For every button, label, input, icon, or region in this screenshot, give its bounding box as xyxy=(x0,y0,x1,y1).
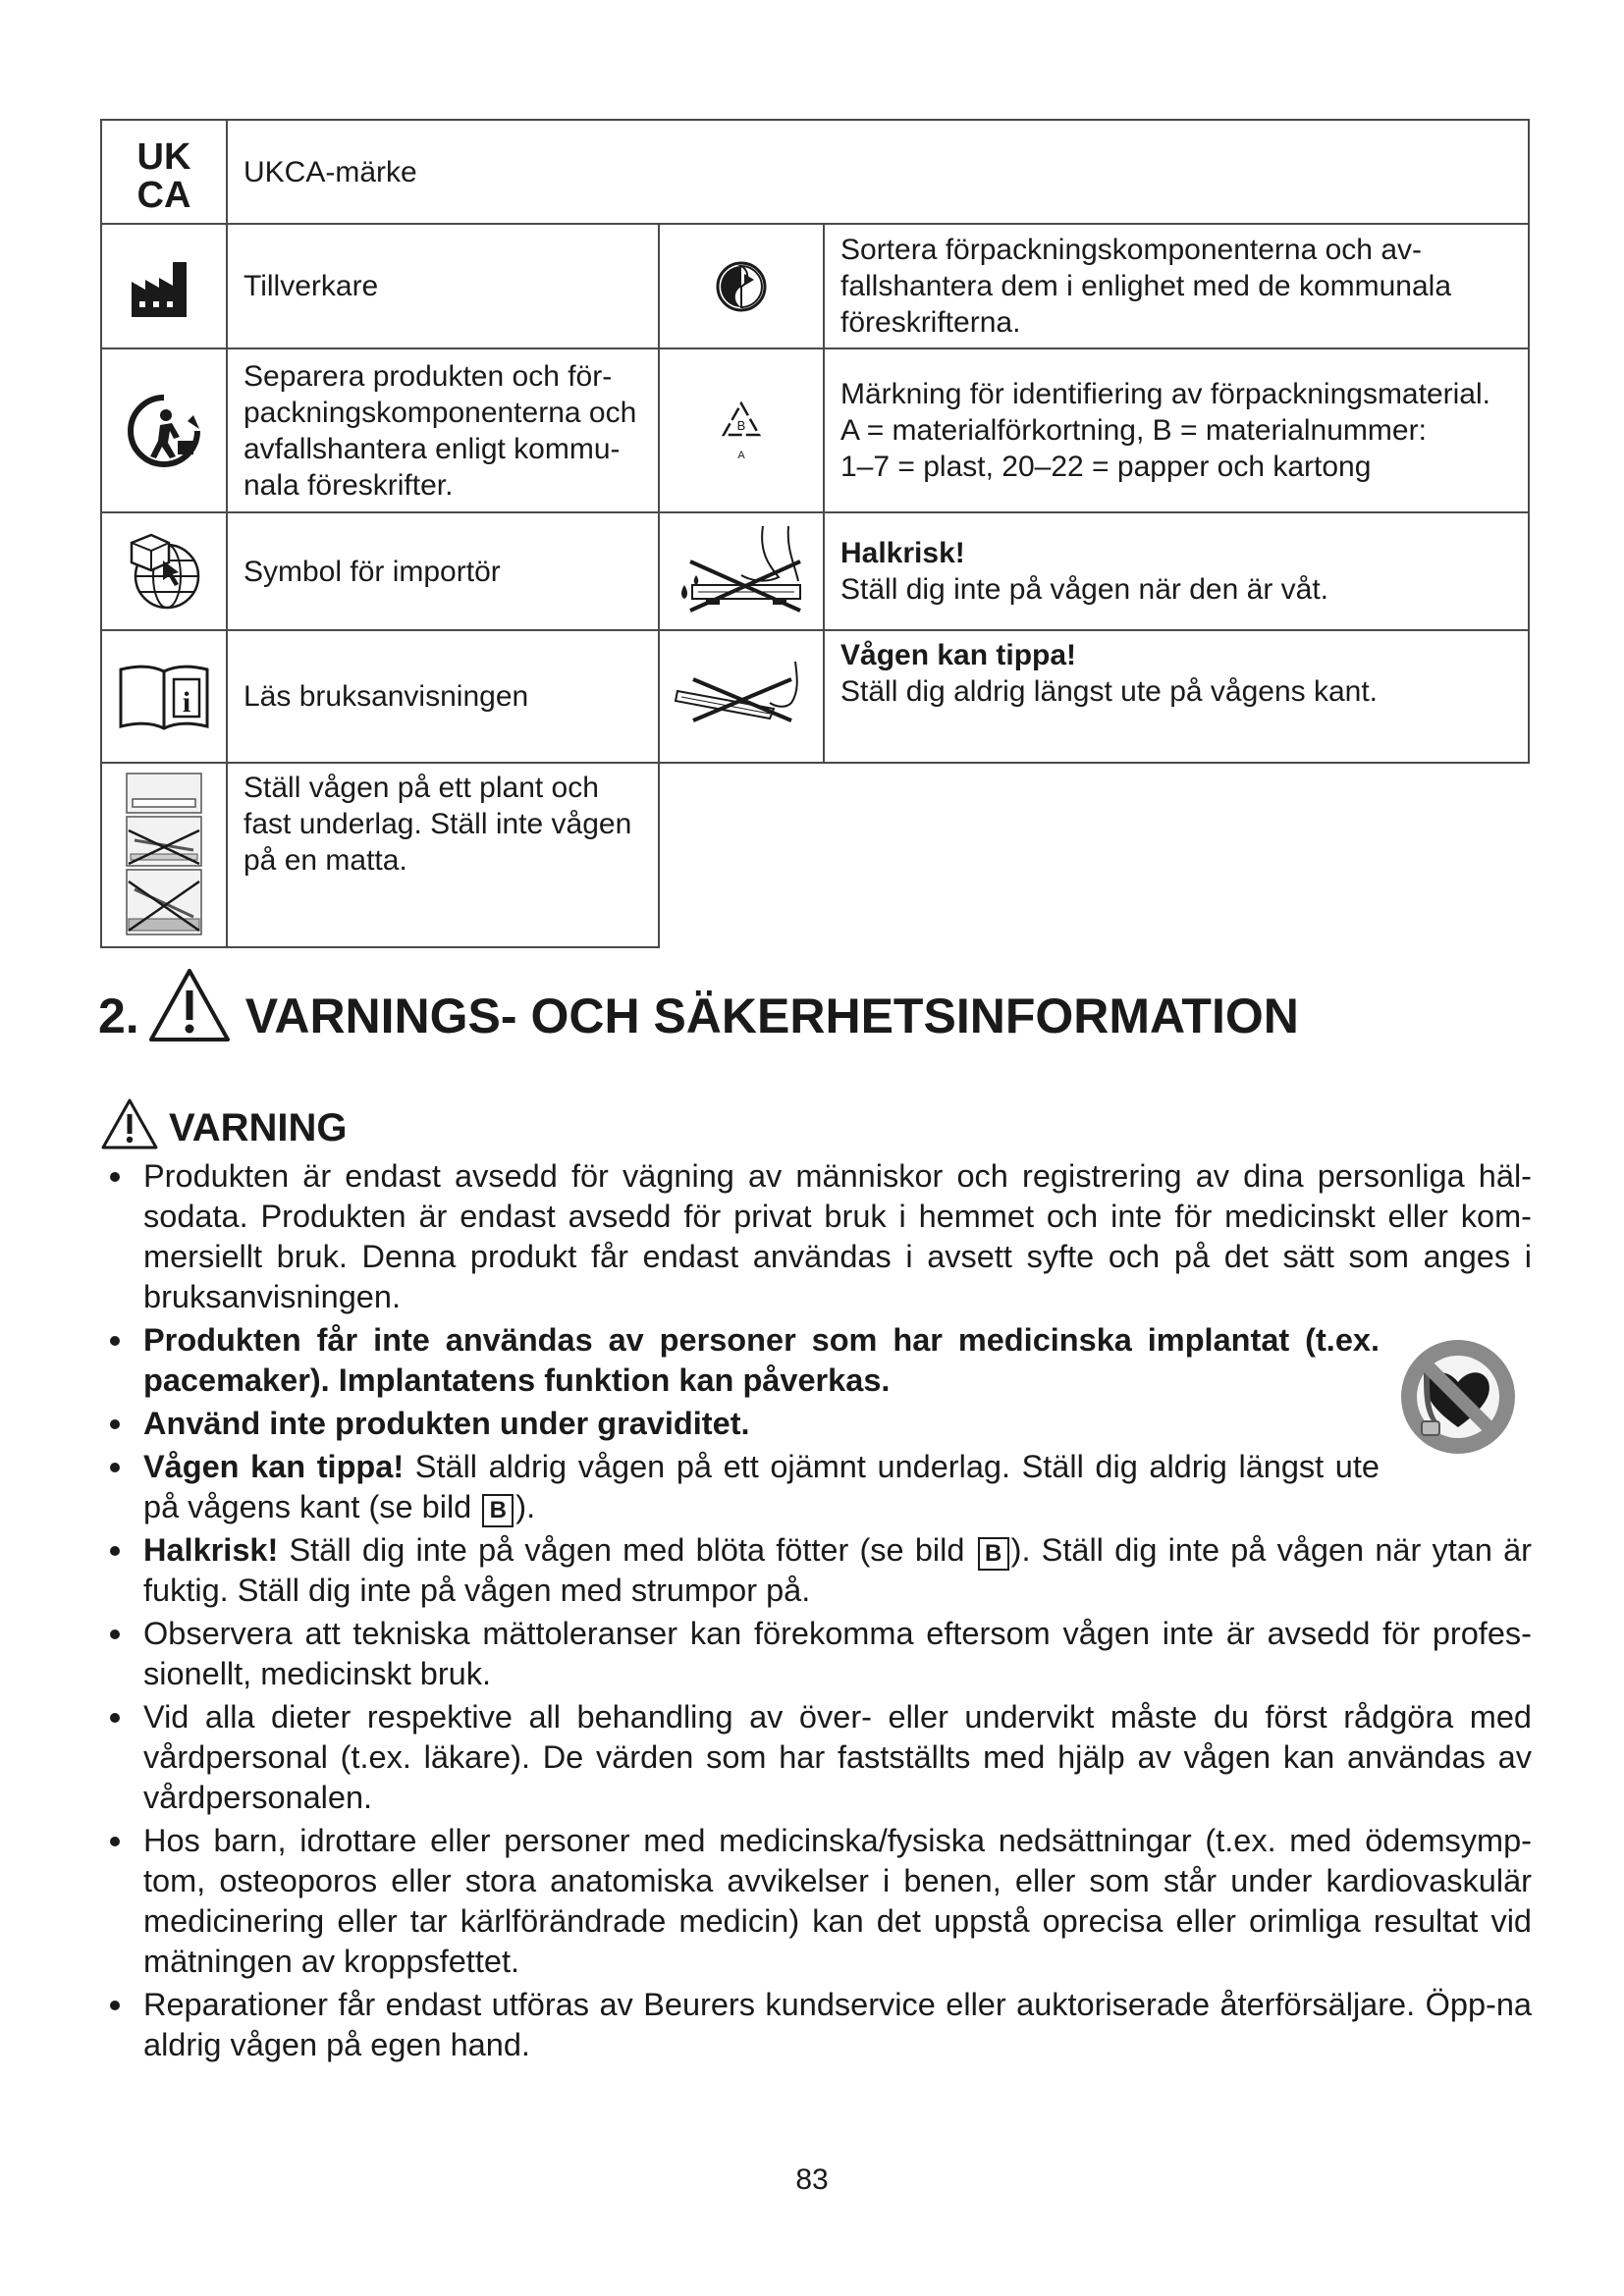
symbol-row-manufacturer xyxy=(101,224,1529,348)
warning-small-triangle-icon xyxy=(100,1097,159,1150)
wet-scale-crossed-icon xyxy=(659,512,824,630)
read-manual-label: Läs bruksanvisningen xyxy=(227,630,659,763)
material-id-line1: Märkning för identifiering av förpackningsmaterial. xyxy=(840,378,1490,410)
symbol-row-read-manual xyxy=(101,630,1529,763)
ukca-label: UKCA-märke xyxy=(227,120,1529,224)
material-id-line3: 1–7 = plast, 20–22 = papper och kartong xyxy=(840,451,1372,483)
warning-item-9: Reparationer får endast utföras av Beurers kundservice eller auktoriserade återförsäljare. Öpp-na aldrig vågen på egen hand. xyxy=(106,1985,1532,2065)
warning-triangle-icon xyxy=(147,967,232,1043)
recycling-person-icon xyxy=(101,348,227,512)
ukca-mark-icon xyxy=(101,120,227,224)
importer-globe-icon xyxy=(101,512,227,630)
slip-risk-title: Halkrisk! xyxy=(840,537,965,569)
ukca-logo-uk: UK xyxy=(136,136,191,178)
scale-edge-crossed-icon xyxy=(659,630,824,763)
sort-packaging-label: Sortera förpackningskomponenterna och av-fallshantera dem i enlighet med de kommunala föreskrifterna. xyxy=(824,224,1529,348)
warning-item-5: Halkrisk! Ställ dig inte på vågen med blöta fötter (se bild B ). Ställ dig inte på vågen när ytan är fuktig. Ställ dig inte på vågen med strumpor på. xyxy=(106,1530,1532,1611)
symbol-row-importer xyxy=(101,512,1529,630)
warning-heading-label: VARNING xyxy=(169,1106,348,1149)
page-number: 83 xyxy=(795,2163,829,2196)
flat-surface-label: Ställ vågen på ett plant och fast underlag. Ställ inte vågen på en matta. xyxy=(227,763,659,947)
manufacturer-label: Tillverkare xyxy=(227,224,659,348)
warning-item-1: Produkten är endast avsedd för vägning av människor och registrering av dina personliga häl-sodata. Produkten är endast avsedd för privat bruk i hemmet och inte för medicinskt eller kom-mersiellt bruk. Denna produkt får endast användas i avsett syfte och på det sätt som anges i bruksanvisningen. xyxy=(106,1156,1532,1317)
section-title: VARNINGS- OCH SÄKERHETSINFORMATION xyxy=(244,988,1299,1043)
slip-risk-text xyxy=(824,512,1529,630)
warning-item-8: Hos barn, idrottare eller personer med medicinska/fysiska nedsättningar (t.ex. med ödemsymp-tom, osteoporos eller stora anatomiska avvikelser i benen, eller som står under kardiovaskulär medicinering eller tar kärlförändrade medicin) kan det uppstå oprecisa eller orimliga resultat vid mätningen av kroppsfettet. xyxy=(106,1821,1532,1982)
slip-risk-description: Ställ dig inte på vågen när den är våt. xyxy=(840,573,1328,606)
warning-list xyxy=(106,1156,1532,2068)
flat-surface-icon xyxy=(101,763,227,947)
no-pacemaker-icon xyxy=(1394,1333,1522,1461)
figure-ref-b: B xyxy=(978,1537,1009,1571)
recycle-triangle-icon xyxy=(659,348,824,512)
tip-risk-title: Vågen kan tippa! xyxy=(840,639,1077,671)
warning-item-6: Observera att tekniska mättoleranser kan förekomma eftersom vågen inte är avsedd för profes-sionellt, medicinskt bruk. xyxy=(106,1614,1532,1694)
material-id-text xyxy=(824,348,1529,512)
figure-ref-b: B xyxy=(482,1494,514,1527)
section-heading xyxy=(98,967,1299,1043)
warning-item-7: Vid alla dieter respektive all behandling av över- eller undervikt måste du först rådgöra med vårdpersonal (t.ex. läkare). De värden som har fastställts med hjälp av vågen kan användas av vårdpersonalen. xyxy=(106,1697,1532,1818)
read-manual-icon xyxy=(101,630,227,763)
separate-product-label: Separera produkten och för-packningskomponenterna och avfallshantera enligt kommu-nala föreskrifter. xyxy=(227,348,659,512)
tip-risk-text xyxy=(824,630,1529,763)
warning-item-3: Använd inte produkten under graviditet. xyxy=(106,1404,1380,1444)
importer-label: Symbol för importör xyxy=(227,512,659,630)
green-dot-icon xyxy=(659,224,824,348)
symbol-row-ukca xyxy=(101,120,1529,224)
recycle-letter-a: A xyxy=(737,449,745,461)
section-number: 2. xyxy=(98,988,139,1043)
ukca-logo-ca: CA xyxy=(136,175,191,209)
warning-item-4: Vågen kan tippa! Ställ aldrig vågen på ett ojämnt underlag. Ställ dig aldrig längst ute på vågens kant (se bild B ). xyxy=(106,1447,1380,1527)
symbol-table xyxy=(100,119,1530,948)
empty-cell xyxy=(659,763,1529,947)
material-id-line2: A = materialförkortning, B = materialnummer: xyxy=(840,414,1427,447)
warning-item-2: Produkten får inte användas av personer som har medicinska implantat (t.ex. pacemaker). Implantatens funktion kan påverkas. xyxy=(106,1320,1380,1401)
symbol-row-separate xyxy=(101,348,1529,512)
factory-icon xyxy=(101,224,227,348)
symbol-row-flat-surface xyxy=(101,763,1529,947)
tip-risk-description: Ställ dig aldrig längst ute på vågens kant. xyxy=(840,675,1379,708)
read-manual-letter-i: i xyxy=(182,685,191,719)
warning-heading xyxy=(100,1097,347,1150)
recycle-letter-b: B xyxy=(736,417,746,433)
